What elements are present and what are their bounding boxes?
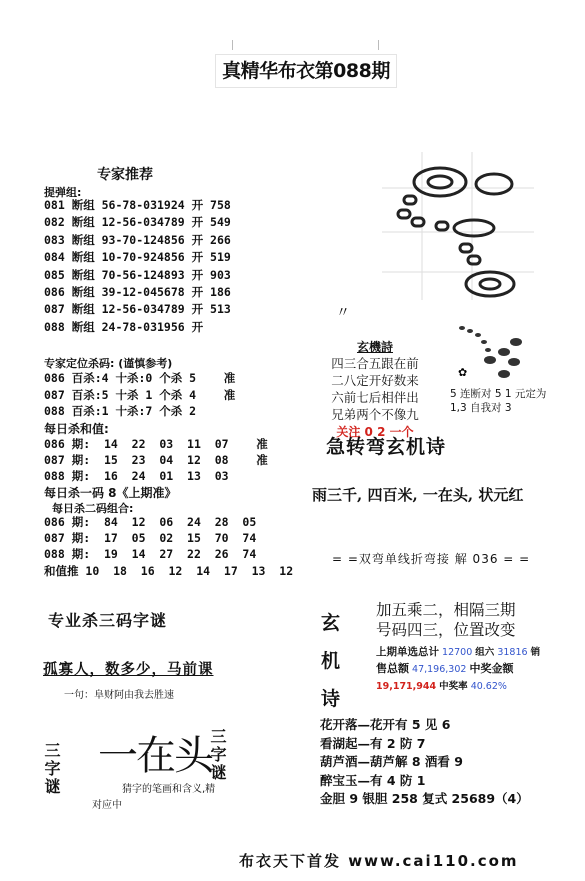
xuanji2-line: 号码四三，位置改变 <box>376 621 516 639</box>
killtwo-row: 088 期: 19 14 27 22 26 74 <box>44 547 257 562</box>
stats3-val2: 40.62% <box>470 681 507 692</box>
stats-row2 <box>376 660 513 676</box>
riddle-right-vert: 三字谜 <box>208 728 227 782</box>
xuanji2-vert: 玄机诗 <box>321 612 341 710</box>
daily-row-mark: 准 <box>228 437 268 451</box>
expert-sub: 提弹组: <box>44 186 82 199</box>
kill-row <box>44 403 235 420</box>
xuanji-line: 四三合五跟在前 <box>331 356 419 371</box>
stats1-val: 12700 <box>442 647 473 658</box>
stats1-label3: 销 <box>530 647 541 658</box>
expert-row: 088 断组 24-78-031956 开 <box>44 319 204 334</box>
killtwo-list <box>44 514 293 579</box>
riddle-note1: 猜字的笔画和含义,精 <box>122 784 216 795</box>
daily-row-mark: 准 <box>228 453 268 467</box>
daily-row <box>44 452 268 468</box>
xuanji2-lines <box>376 600 516 640</box>
hint-list <box>320 716 529 809</box>
kill-heading: 专家定位杀码: (谨慎参考) <box>44 357 173 370</box>
killtwo-heading: 每日杀二码组合: <box>52 502 134 515</box>
rain-line: 雨三千, 四百米, 一在头, 状元红 <box>312 486 524 504</box>
daily-row-text: 088 期: 16 24 01 13 03 <box>44 469 229 483</box>
expert-row: 086 断组 39-12-045678 开 186 <box>44 285 231 300</box>
stats3-label: 中奖率 <box>439 681 468 692</box>
stats1-label2: 组六 <box>475 647 495 658</box>
stats2-label2: 中奖金额 <box>469 662 514 675</box>
daily-row-text: 086 期: 14 22 03 11 07 <box>44 437 229 451</box>
bead-graphic <box>452 322 532 388</box>
stats-row3 <box>376 678 507 692</box>
hint-item: 醉宝玉—有 4 防 1 <box>320 772 426 788</box>
stats1-val2: 31816 <box>497 647 528 658</box>
xuanji2-line: 加五乘二，相隔三期 <box>376 601 516 619</box>
killtwo-row: 086 期: 84 12 06 24 28 05 <box>44 515 257 529</box>
crop-mark <box>378 40 379 50</box>
page-title: 真精华布衣第088期 <box>215 54 397 88</box>
hint-item: 花开落—花开有 5 见 6 <box>320 717 451 732</box>
riddle-note2: 对应中 <box>92 800 122 811</box>
mark-glyph: 〃 <box>336 305 350 321</box>
stats-row1 <box>376 644 540 659</box>
shuang-line: = =双弯单线折弯接 解 036 = = <box>332 552 531 566</box>
daily-list <box>44 436 268 484</box>
xuanji-line: 兄弟两个不像九 <box>331 407 419 422</box>
daily-row <box>44 436 268 452</box>
riddle-heading: 专业杀三码字谜 <box>48 611 168 630</box>
hint-item: 葫芦酒—葫芦解 8 酒看 9 <box>320 754 463 769</box>
kill-list <box>44 370 235 420</box>
xuanji-line: 六前七后相伴出 <box>331 390 419 405</box>
stats3-val: 19,171,944 <box>376 681 437 692</box>
xuanji-follow: 关注 0 2 一个 <box>336 425 414 439</box>
daily-row-text: 087 期: 15 23 04 12 08 <box>44 453 229 467</box>
stats2-label: 售总额 <box>376 662 409 675</box>
xuanji-line: 二八定开好数来 <box>331 373 419 388</box>
kill-row-mark: 准 <box>196 387 236 402</box>
hint-item: 金胆 9 银胆 258 复式 25689（4） <box>320 791 529 806</box>
killtwo-row: 087 期: 17 05 02 15 70 74 <box>44 531 257 546</box>
hint-item: 看湖起—有 2 防 7 <box>320 735 426 751</box>
stats1-label: 上期单选总计 <box>376 646 439 658</box>
expert-row: 087 断组 12-56-034789 开 513 <box>44 302 231 317</box>
kill-row-text: 088 百杀:1 十杀:7 个杀 2 <box>44 404 197 418</box>
expert-row: 084 断组 10-70-924856 开 519 <box>44 250 231 265</box>
poem-heading: 急转弯玄机诗 <box>326 436 447 458</box>
xuanji-title: 玄機詩 <box>356 340 393 354</box>
kill-row <box>44 387 235 404</box>
riddle-main: 孤寡人，数多少，马前课 <box>43 662 214 678</box>
riddle-big: 一在头 <box>98 733 212 779</box>
expert-row: 082 断组 12-56-034789 开 549 <box>44 215 231 230</box>
xuanji-box <box>310 326 440 440</box>
crop-mark <box>232 40 233 50</box>
kill-row-mark: 准 <box>196 371 236 385</box>
killtwo-row: 和值推 10 18 16 12 14 17 13 12 <box>44 563 294 578</box>
daily-heading: 每日杀和值: <box>44 422 109 436</box>
daily-row <box>44 468 268 484</box>
expert-heading: 专家推荐 <box>97 167 153 183</box>
expert-row: 085 断组 70-56-124893 开 903 <box>44 267 231 282</box>
coin-path-graphic <box>382 152 534 300</box>
expert-row: 083 断组 93-70-124856 开 266 <box>44 232 231 247</box>
kill-row <box>44 370 235 387</box>
kill-row-text: 087 百杀:5 十杀 1 个杀 4 <box>44 387 197 402</box>
riddle-left-vert: 三字谜 <box>42 742 61 796</box>
svg-text:✿: ✿ <box>458 366 468 379</box>
stats2-val: 47,196,302 <box>412 664 467 675</box>
riddle-hint: 一句：阜财阿由我去胜速 <box>64 690 174 701</box>
kill-row-text: 086 百杀:4 十杀:0 个杀 5 <box>44 371 197 385</box>
one-code: 每日杀一码 8《上期准》 <box>44 486 177 500</box>
side-note: 5 连断对 5 1 元定为 1,3 自我对 3 <box>450 388 547 414</box>
expert-row: 081 断组 56-78-031924 开 758 <box>44 198 231 212</box>
expert-list <box>44 197 231 336</box>
footer-link[interactable]: 布衣天下首发 www.cai110.com <box>239 852 519 870</box>
